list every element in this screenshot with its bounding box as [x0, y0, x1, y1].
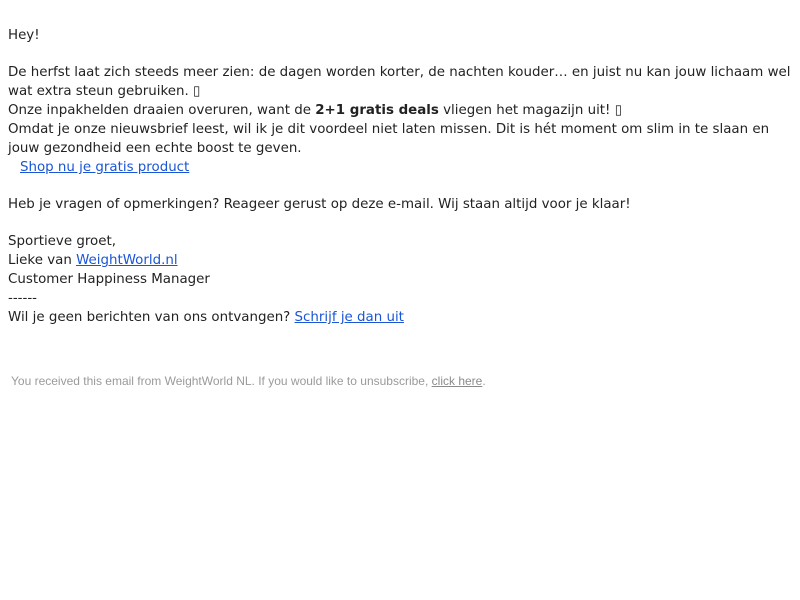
signature-block: [8, 232, 792, 327]
deals-text-after: vliegen het magazijn uit!: [438, 103, 611, 118]
intro-paragraph: [8, 63, 792, 177]
intro-text: De herfst laat zich steeds meer zien: de dagen worden korter, de nachten kouder… en juist nu kan jouw lichaam wel wat extra steun gebruiken.: [8, 65, 791, 99]
footer-end: .: [482, 374, 486, 388]
signature-prefix: Lieke van: [8, 253, 77, 268]
closing-text: Sportieve groet,: [8, 234, 116, 249]
weightworld-link[interactable]: WeightWorld.nl: [76, 253, 178, 268]
email-body: [8, 26, 792, 345]
emoji-placeholder-icon: ▯: [192, 84, 201, 99]
footer-unsubscribe-link[interactable]: click here: [431, 374, 483, 388]
signature-title: Customer Happiness Manager: [8, 272, 210, 287]
separator: ------: [8, 291, 37, 306]
deals-text-before: Onze inpakhelden draaien overuren, want de: [8, 103, 316, 118]
questions-paragraph: Heb je vragen of opmerkingen? Reageer gerust op deze e-mail. Wij staan altijd voor je klaar!: [8, 197, 631, 212]
greeting: Hey!: [8, 28, 40, 43]
unsubscribe-link[interactable]: Schrijf je dan uit: [294, 310, 404, 325]
emoji-placeholder-icon: ▯: [614, 103, 623, 118]
unsubscribe-prefix: Wil je geen berichten van ons ontvangen?: [8, 310, 295, 325]
footer-note: [11, 374, 486, 388]
shop-free-product-link[interactable]: Shop nu je gratis product: [20, 160, 190, 175]
footer-text: You received this email from WeightWorld NL. If you would like to unsubscribe,: [11, 374, 432, 388]
deals-bold-text: 2+1 gratis deals: [315, 103, 439, 118]
newsletter-text: Omdat je onze nieuwsbrief leest, wil ik je dit voordeel niet laten missen. Dit is hét moment om slim in te slaan en jouw gezondheid een echte boost te geven.: [8, 122, 770, 156]
